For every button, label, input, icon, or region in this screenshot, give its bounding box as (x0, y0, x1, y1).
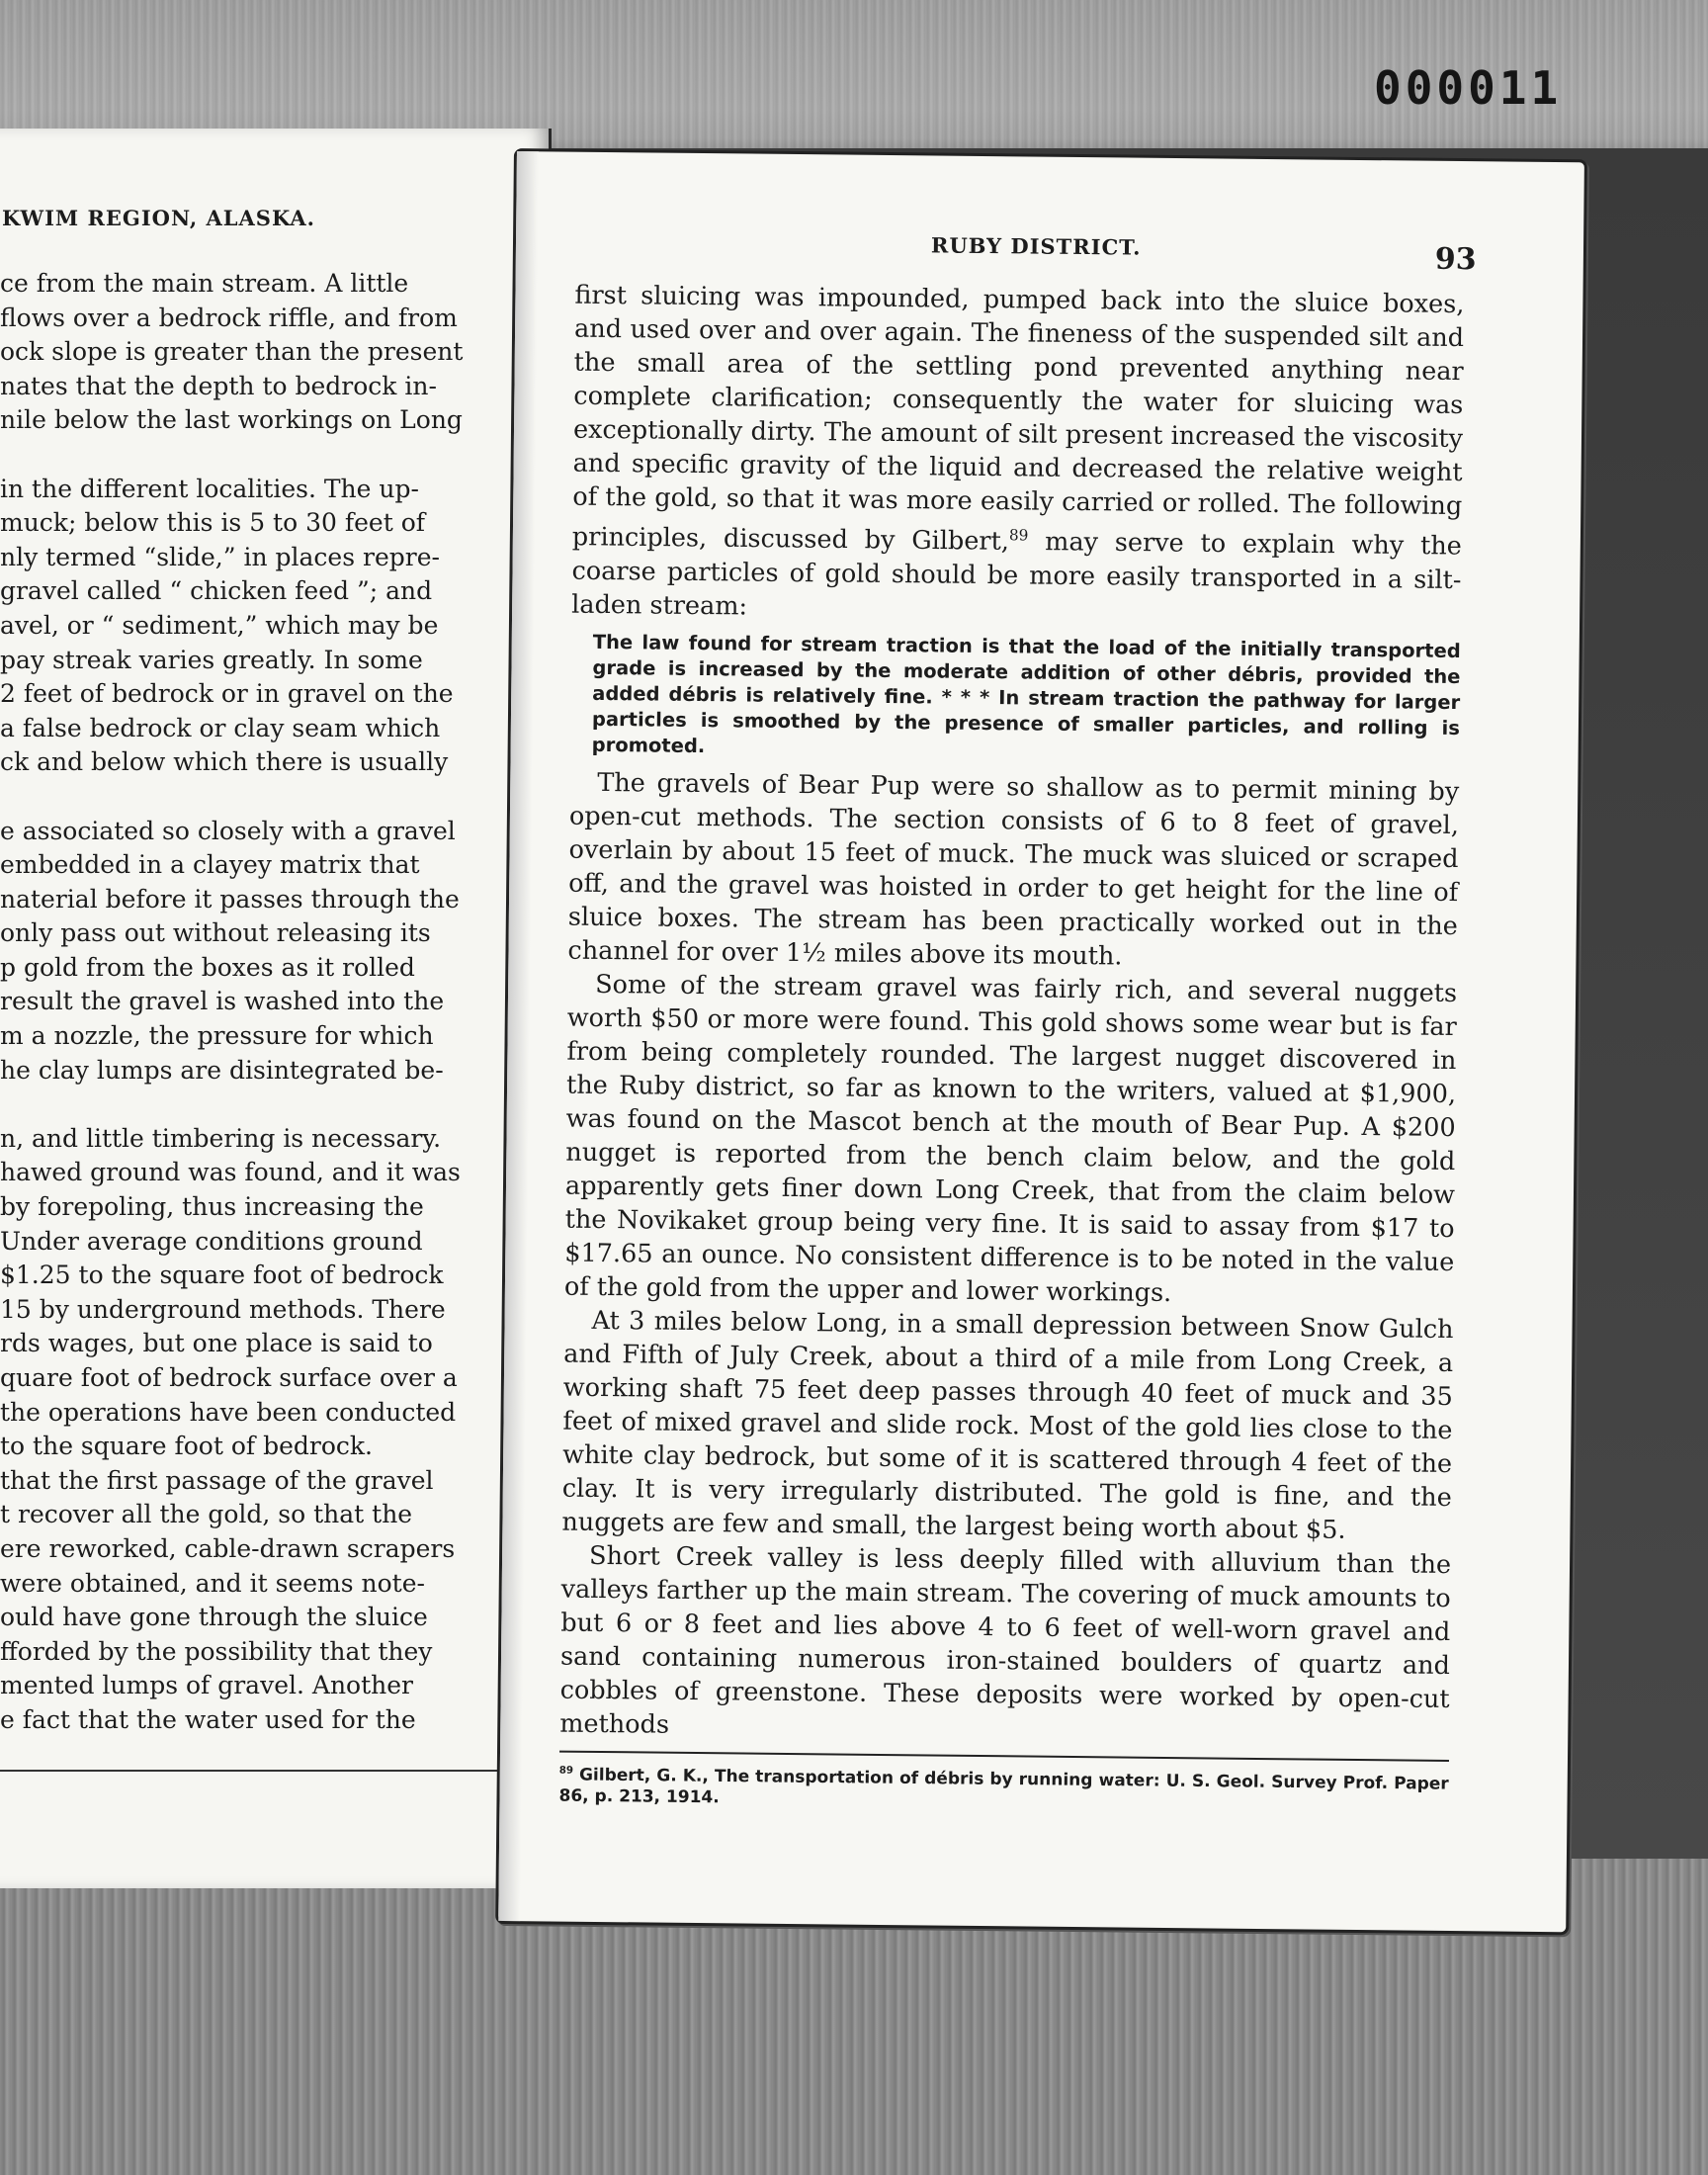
left-page-line: ould have gone through the sluice (0, 1603, 428, 1632)
left-page (0, 129, 552, 1888)
page-body (558, 279, 1464, 1816)
paragraph-1-end: may serve to explain why the coarse particles of gold should be more easily transported in a silt-laden stream: (571, 526, 1462, 621)
footnote (558, 1760, 1448, 1816)
left-page-line: rds wages, but one place is said to (0, 1329, 433, 1358)
page-folio: 93 (1434, 241, 1477, 278)
document-stamp-number: 000011 (1374, 61, 1563, 115)
right-page (495, 148, 1587, 1935)
left-page-line: pay streak varies greatly. In some (0, 645, 423, 674)
left-page-line: result the gravel is washed into the (0, 987, 445, 1016)
left-page-line: gravel called “ chicken feed ”; and (0, 576, 433, 606)
left-page-line: that the first passage of the gravel (0, 1465, 434, 1495)
left-page-line: nile below the last workings on Long (0, 405, 463, 435)
left-page-line: m a nozzle, the pressure for which (0, 1021, 434, 1051)
paragraph-2: The gravels of Bear Pup were so shallow as to permit mining by open-cut methods. The section consists of 6 to 8 feet of gravel, overlain by about 15 feet of muck. The muck was sluiced or scraped off, and the gravel was hoisted in order to get height for the line of sluice boxes. The stream has been practically worked out in the channel for over 1½ miles above its mouth. (567, 767, 1460, 971)
paragraph-1-text: first sluicing was impounded, pumped back into the sluice boxes, and used over and over again. The fineness of the suspended silt and the small area of the settling pond prevented anything near complete clarification; consequently the water for sluicing was exceptionally dirty. The amount of silt present increased the viscosity and specific gravity of the liquid and decreased the relative weight of the gold, so that it was more easily carried or rolled. The following principles, discussed by Gilbert, (571, 280, 1465, 557)
left-page-line: only pass out without releasing its (0, 918, 431, 948)
left-page-gap (0, 780, 514, 815)
left-page-line: ck and below which there is usually (0, 747, 449, 777)
left-page-line: a false bedrock or clay seam which (0, 713, 441, 742)
left-page-line: he clay lumps are disintegrated be- (0, 1055, 444, 1085)
paragraph-5: Short Creek valley is less deeply filled with alluvium than the valleys farther up the main stream. The covering of muck amounts to but 6 or 8 feet and lies above 4 to 6 feet of well-worn gravel and sand containing numerous iron-stained boulders of quartz and cobbles of greenstone. These deposits were worked by open-cut methods (559, 1540, 1452, 1740)
left-page-line: nly termed “slide,” in places repre- (0, 542, 440, 571)
left-page-line: e fact that the water used for the (0, 1704, 416, 1734)
left-page-line: naterial before it passes through the (0, 884, 460, 914)
paragraph-1 (571, 279, 1465, 631)
left-page-line: ere reworked, cable-drawn scrapers (0, 1533, 456, 1563)
footnote-ref: 89 (1008, 526, 1029, 545)
left-page-text (0, 267, 514, 1738)
left-page-line: were obtained, and it seems note- (0, 1568, 425, 1598)
left-page-line: hawed ground was found, and it was (0, 1158, 461, 1187)
left-page-line: n, and little timbering is necessary. (0, 1123, 442, 1153)
left-page-line: avel, or “ sediment,” which may be (0, 610, 439, 640)
left-page-header: KWIM REGION, ALASKA. (2, 206, 315, 230)
left-page-line: nates that the depth to bedrock in- (0, 371, 437, 400)
left-page-line: e associated so closely with a gravel (0, 816, 456, 845)
left-page-line: muck; below this is 5 to 30 feet of (0, 508, 426, 538)
left-page-line: quare foot of bedrock surface over a (0, 1363, 458, 1392)
left-page-line: Under average conditions ground (0, 1226, 423, 1256)
footnote-text: Gilbert, G. K., The transportation of débris by running water: U. S. Geol. Survey Prof. Paper 86, p. 213, 1914. (558, 1764, 1449, 1808)
paragraph-4: At 3 miles below Long, in a small depression between Snow Gulch and Fifth of July Creek, about a third of a mile from Long Creek, a working shaft 75 feet deep passes through 40 feet of muck and 35 feet of mixed gravel and slide rock. Most of the gold lies close to the white clay bedrock, but some of it is scattered through 4 feet of the clay. It is very irregularly distributed. The gold is fine, and the nuggets are few and small, the largest being worth about $5. (561, 1305, 1454, 1545)
footnote-rule (559, 1750, 1449, 1761)
left-page-line: flows over a bedrock riffle, and from (0, 303, 458, 332)
paragraph-3: Some of the stream gravel was fairly rich, and several nuggets worth $50 or more were found. This gold shows some wear but is far from being completely rounded. The largest nugget discovered in the Ruby district, so far as known to the writers, valued at $1,900, was found on the Mascot bench at the mouth of Bear Pup. A $200 nugget is reported from the bench claim below, and the gold apparently gets finer down Long Creek, that from the claim below the Novikaket group being very fine. It is said to assay from $17 to $17.65 an ounce. No consistent difference is to be noted in the value of the gold from the upper and lower workings. (563, 969, 1458, 1308)
left-page-line: by forepoling, thus increasing the (0, 1192, 424, 1222)
left-page-line: to the square foot of bedrock. (0, 1432, 373, 1461)
footnote-mark: 89 (558, 1765, 574, 1777)
left-page-line: t recover all the gold, so that the (0, 1500, 413, 1529)
left-page-line: 15 by underground methods. There (0, 1294, 446, 1324)
running-head: RUBY DISTRICT. (930, 232, 1142, 260)
left-page-gap (0, 1088, 514, 1122)
left-page-line: $1.25 to the square foot of bedrock (0, 1261, 444, 1290)
left-page-line: ce from the main stream. A little (0, 269, 409, 298)
left-page-line: mented lumps of gravel. Another (0, 1671, 413, 1700)
left-page-line: embedded in a clayey matrix that (0, 850, 420, 880)
left-page-line: 2 feet of bedrock or in gravel on the (0, 679, 454, 709)
left-page-footnote-rule (0, 1770, 534, 1778)
left-page-line: in the different localities. The up- (0, 474, 419, 503)
left-page-line: the operations have been conducted (0, 1397, 457, 1427)
left-page-gap (0, 438, 514, 473)
block-quote: The law found for stream traction is that the load of the initially transported grade is increased by the moderate addition of other débris, provided the added débris is relatively fine. * * * In stream traction the pathway for larger particles is smoothed by the presence of smaller particles, and rolling is promoted. (591, 630, 1461, 757)
left-page-line: ock slope is greater than the present (0, 337, 464, 367)
left-page-line: p gold from the boxes as it rolled (0, 952, 415, 982)
left-page-line: fforded by the possibility that they (0, 1636, 433, 1666)
